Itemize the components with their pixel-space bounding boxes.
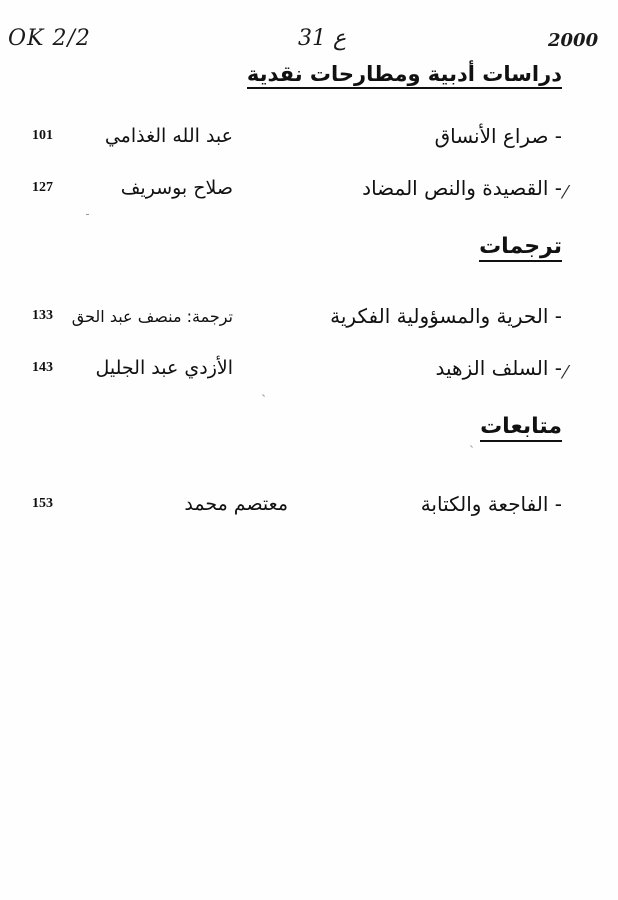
tick-mark: ⁄ [564, 182, 568, 203]
scan-speck [262, 394, 265, 397]
entry-page-number: 153 [32, 496, 53, 511]
handwritten-note-right: 2000 [548, 30, 599, 51]
toc-entry [0, 492, 618, 526]
entry-title: - الحرية والمسؤولية الفكرية [330, 304, 562, 328]
section-title-translations: ترجمات [479, 234, 562, 262]
entry-page-number: 133 [32, 308, 53, 323]
toc-entry [0, 304, 618, 338]
entry-title: - السلف الزهيد [435, 356, 562, 380]
tick-mark: ⁄ [564, 362, 568, 383]
entry-page-number: 127 [32, 180, 53, 195]
entry-page-number: 101 [32, 128, 53, 143]
handwritten-note-center: 31 ع [298, 26, 347, 51]
toc-entry [0, 176, 618, 210]
scan-speck [86, 214, 89, 215]
entry-author: عبد الله الغذامي [104, 125, 233, 147]
toc-entry [0, 124, 618, 158]
toc-entry [0, 356, 618, 390]
entry-author: الأزدي عبد الجليل [95, 357, 233, 379]
entry-author: معتصم محمد [184, 493, 288, 515]
handwritten-note-left: OK 2/2 [8, 26, 91, 51]
entry-title: - القصيدة والنص المضاد [362, 176, 562, 200]
entry-title: - الفاجعة والكتابة [420, 492, 562, 516]
section-title-studies: دراسات أدبية ومطارحات نقدية [247, 62, 562, 89]
entry-title: - صراع الأنساق [434, 124, 562, 148]
entry-page-number: 143 [32, 360, 53, 375]
entry-author: صلاح بوسريف [120, 177, 233, 199]
entry-author: ترجمة: منصف عبد الحق [71, 307, 233, 326]
section-title-follow-ups: متابعات [480, 414, 562, 442]
scan-speck [470, 445, 473, 448]
